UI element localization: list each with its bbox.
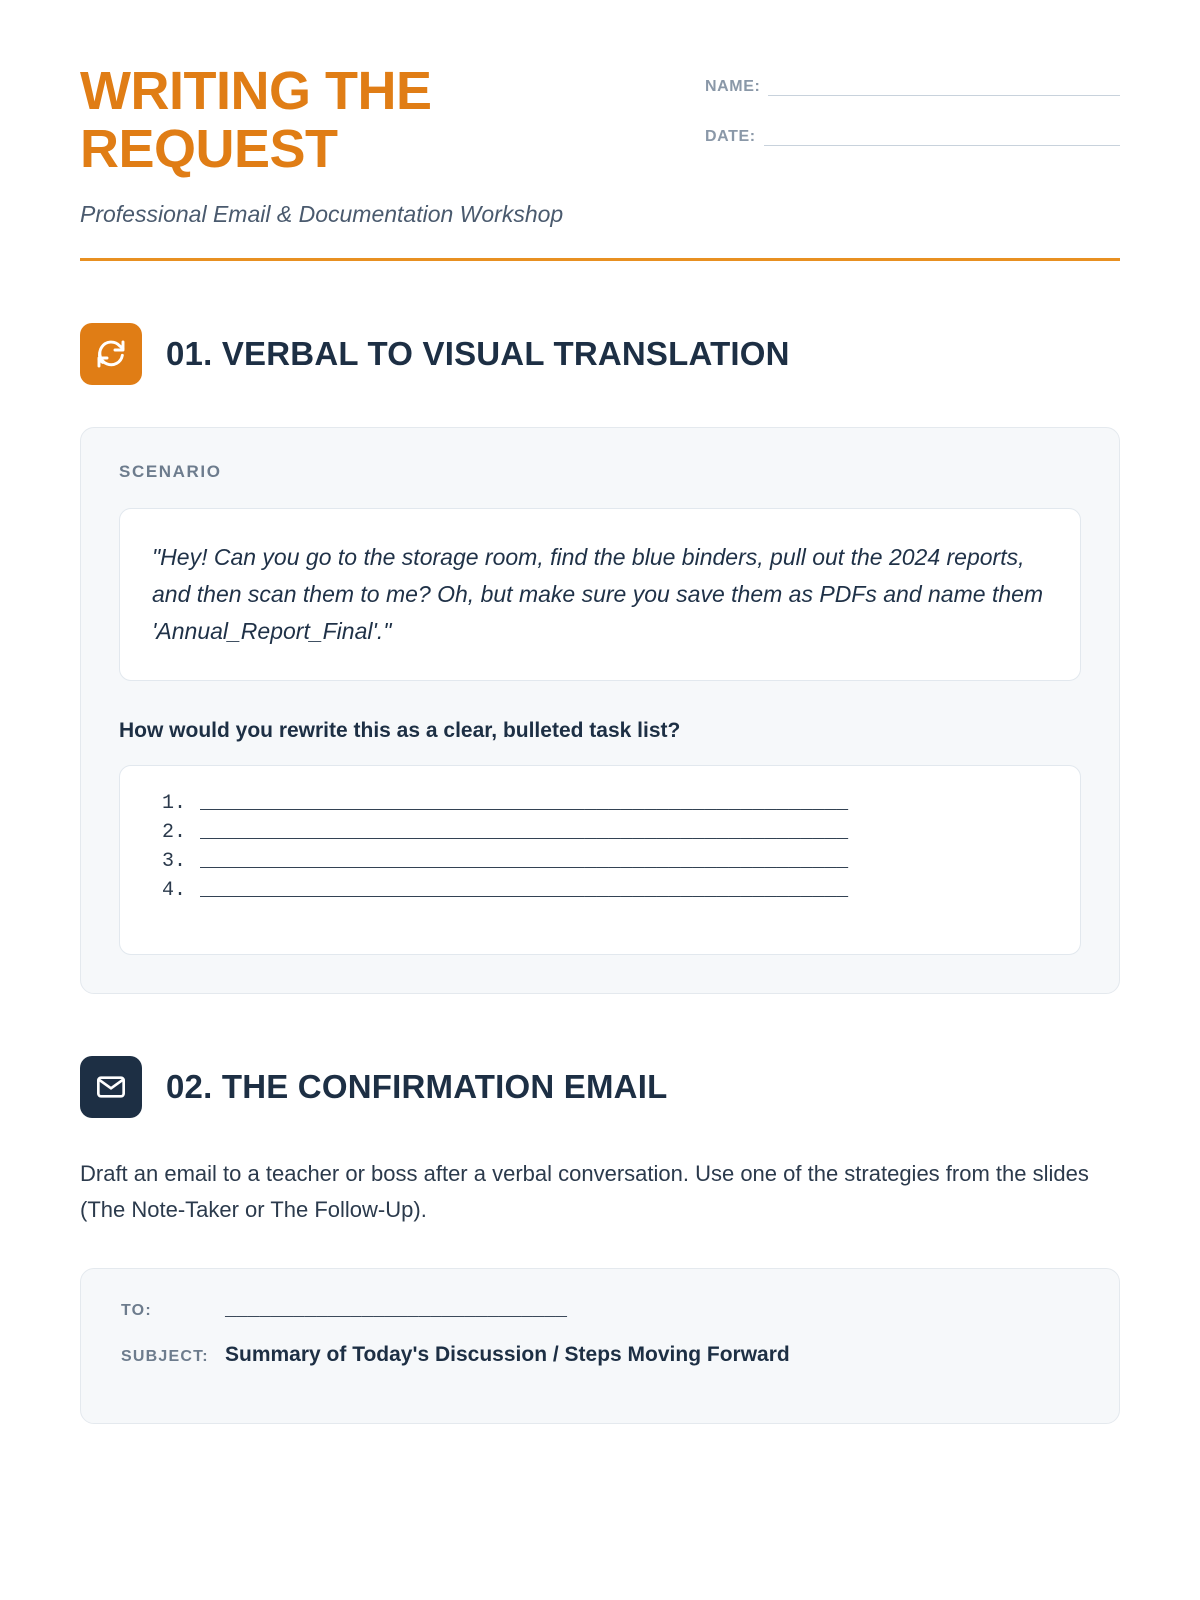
scenario-quote-text: "Hey! Can you go to the storage room, find the blue binders, pull out the 2024 reports, and then scan them to me? Oh, but make sure you save them as PDFs and name them 'Annual_Report_Final'." <box>152 543 1044 645</box>
task-number-1: 1. <box>161 792 186 816</box>
date-field-row <box>705 126 1120 146</box>
page-title: WRITING THE REQUEST <box>80 61 432 180</box>
name-field-row <box>705 76 1120 96</box>
email-subject-value[interactable]: Summary of Today's Discussion / Steps Moving Forward <box>225 1342 790 1366</box>
rewrite-prompt: How would you rewrite this as a clear, bulleted task list? <box>119 719 681 743</box>
scenario-panel <box>80 427 1120 995</box>
date-label: DATE: <box>705 128 756 145</box>
task-number-3: 3. <box>161 850 186 874</box>
email-to-input-line[interactable]: ______________________________ <box>225 1298 568 1321</box>
email-subject-label: SUBJECT: <box>121 1347 209 1365</box>
email-to-row <box>121 1299 1079 1321</box>
task-write-line-2[interactable]: ______________________________________________________ <box>200 821 849 845</box>
date-input-line[interactable] <box>764 126 1120 146</box>
name-label: NAME: <box>705 78 761 95</box>
section-01-header <box>80 323 1120 385</box>
task-line-3[interactable] <box>152 850 1048 873</box>
task-number-4: 4. <box>161 879 186 903</box>
header-divider <box>80 258 1120 261</box>
email-draft-card <box>80 1268 1120 1424</box>
task-list-answer-box[interactable] <box>119 765 1081 955</box>
header-title-block <box>80 62 680 228</box>
email-to-label: TO: <box>121 1301 152 1319</box>
page-header <box>80 62 1120 228</box>
refresh-cycle-icon <box>80 323 142 385</box>
section-01-title: 01. VERBAL TO VISUAL TRANSLATION <box>166 334 790 372</box>
envelope-icon <box>80 1056 142 1118</box>
task-write-line-1[interactable]: ______________________________________________________ <box>200 792 849 816</box>
section-02-instructions: Draft an email to a teacher or boss after a verbal conversation. Use one of the strategies from the slides (The Note-Taker or The Follow-Up). <box>80 1161 1089 1222</box>
section-confirmation-email <box>80 1056 1120 1423</box>
task-line-1[interactable] <box>152 792 1048 815</box>
name-input-line[interactable] <box>768 76 1120 96</box>
header-fields <box>705 76 1120 176</box>
section-verbal-to-visual <box>80 323 1120 995</box>
scenario-label: SCENARIO <box>119 461 222 481</box>
email-subject-row <box>121 1343 1079 1367</box>
section-02-header <box>80 1056 1120 1118</box>
task-line-4[interactable] <box>152 879 1048 902</box>
task-write-line-4[interactable]: ______________________________________________________ <box>200 879 849 903</box>
task-line-2[interactable] <box>152 821 1048 844</box>
scenario-quote-box <box>119 508 1081 682</box>
section-02-title: 02. THE CONFIRMATION EMAIL <box>166 1068 668 1106</box>
page-subtitle: Professional Email & Documentation Workshop <box>80 200 564 227</box>
task-number-2: 2. <box>161 821 186 845</box>
task-write-line-3[interactable]: ______________________________________________________ <box>200 850 849 874</box>
